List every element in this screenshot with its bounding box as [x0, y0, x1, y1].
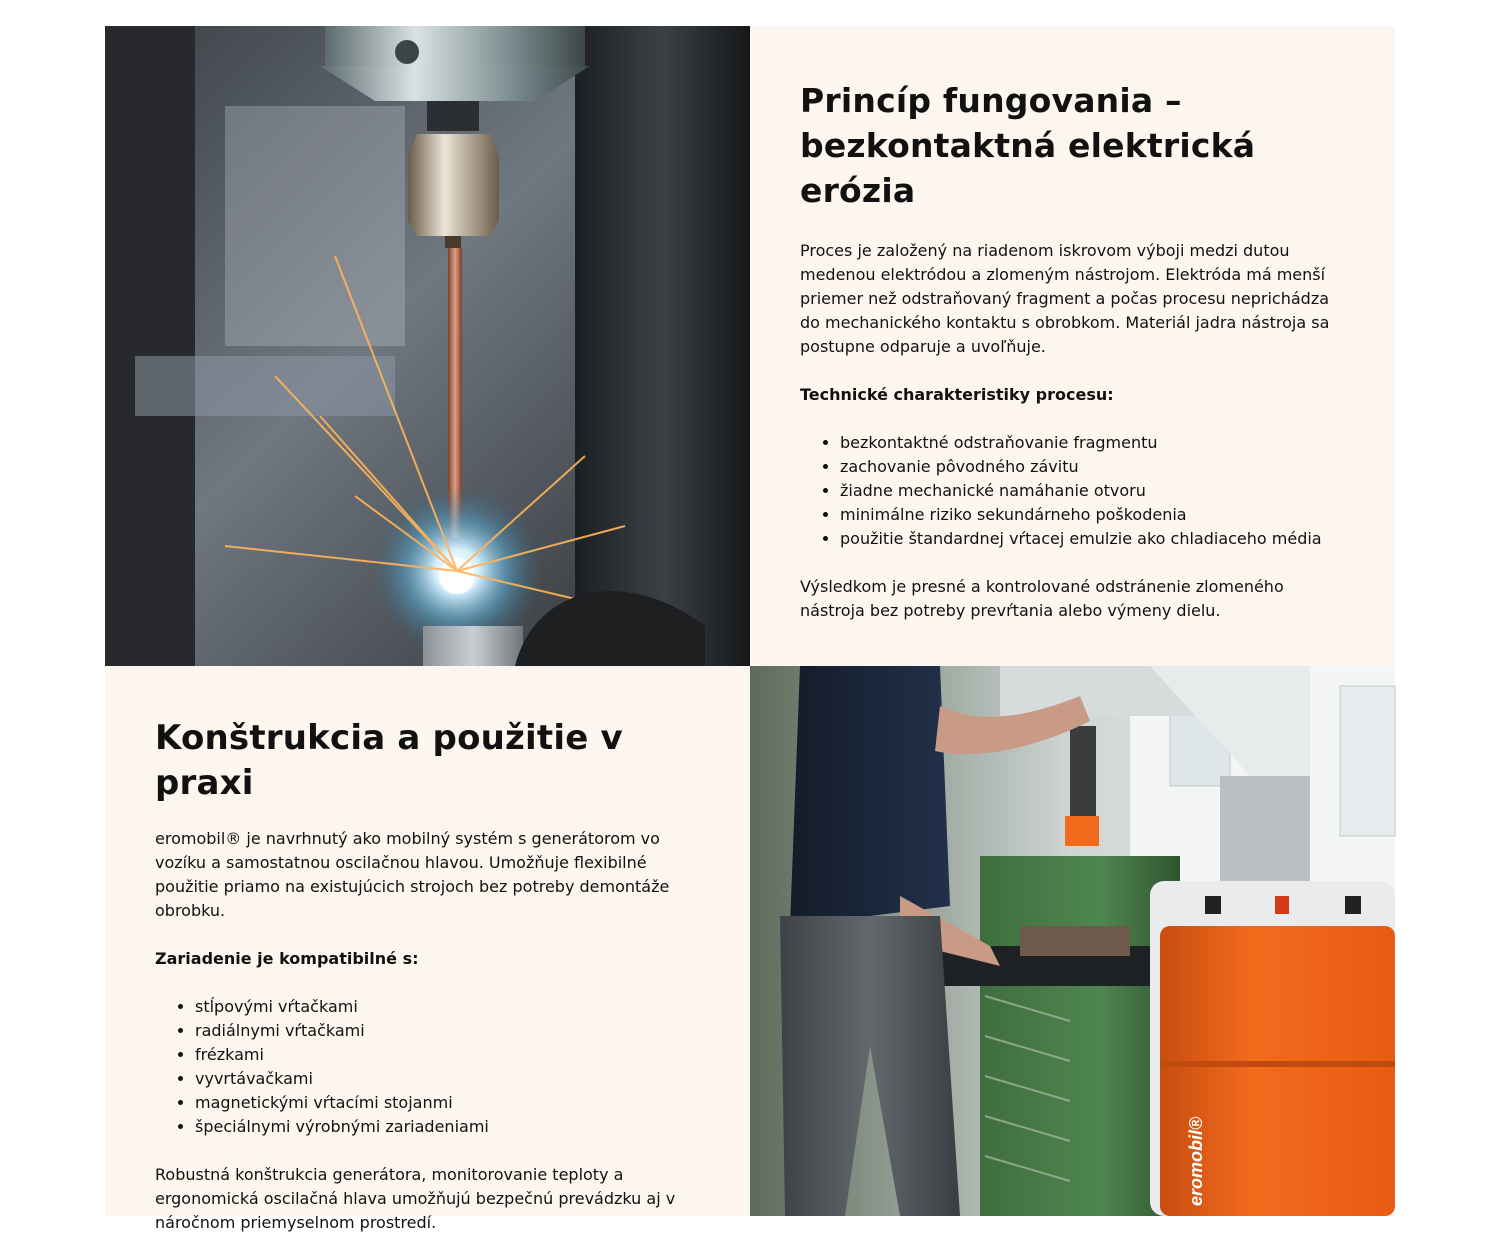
construction-subheading: Zariadenie je kompatibilné s:	[155, 949, 419, 968]
principle-bullet-list	[800, 431, 1345, 551]
construction-panel	[105, 666, 750, 1232]
list-item: • použitie štandardnej vŕtacej emulzie ako chladiaceho média	[840, 527, 1345, 551]
compatibility-bullet-list	[155, 995, 700, 1139]
principle-conclusion: Výsledkom je presné a kontrolované odstránenie zlomeného nástroja bez potreby prevŕtania alebo výmeny dielu.	[800, 577, 1284, 620]
list-item: • frézkami	[195, 1043, 700, 1067]
principle-title-line-2: bezkontaktná elektrická	[800, 126, 1256, 165]
list-item: • vyvrtávačkami	[195, 1067, 700, 1091]
construction-conclusion: Robustná konštrukcia generátora, monitorovanie teploty a ergonomická oscilačná hlava umožňujú bezpečnú prevádzku aj v náročnom priemyselnom prostredí.	[155, 1165, 676, 1232]
principle-title	[800, 78, 1345, 213]
list-item: • magnetickými vŕtacími stojanmi	[195, 1091, 700, 1115]
list-item: • minimálne riziko sekundárneho poškodenia	[840, 503, 1345, 527]
principle-panel	[750, 26, 1395, 666]
workshop-photo	[750, 666, 1395, 1216]
principle-subheading: Technické charakteristiky procesu:	[800, 385, 1114, 404]
construction-intro: eromobil® je navrhnutý ako mobilný systém s generátorom vo vozíku a samostatnou oscilačnou hlavou. Umožňuje flexibilné použitie priamo na existujúcich strojoch bez potreby demontáže obrobku.	[155, 829, 670, 920]
edm-electrode-photo	[105, 26, 750, 666]
construction-title: Konštrukcia a použitie v praxi	[155, 718, 623, 803]
list-item: • žiadne mechanické namáhanie otvoru	[840, 479, 1345, 503]
content-grid	[105, 26, 1395, 1232]
list-item: • špeciálnymi výrobnými zariadeniami	[195, 1115, 700, 1139]
list-item: • radiálnymi vŕtačkami	[195, 1019, 700, 1043]
principle-title-line-1: Princíp fungovania –	[800, 81, 1182, 120]
eromobil-logo: eromobil®	[1186, 1116, 1206, 1206]
list-item: • stĺpovými vŕtačkami	[195, 995, 700, 1019]
principle-intro: Proces je založený na riadenom iskrovom výboji medzi dutou medenou elektródou a zlomeným nástrojom. Elektróda má menší priemer než odstraňovaný fragment a počas procesu neprichádza do mechanického kontaktu s obrobkom. Materiál jadra nástroja sa postupne odparuje a uvoľňuje.	[800, 241, 1330, 356]
list-item: • bezkontaktné odstraňovanie fragmentu	[840, 431, 1345, 455]
principle-title-line-3: erózia	[800, 171, 916, 210]
list-item: • zachovanie pôvodného závitu	[840, 455, 1345, 479]
